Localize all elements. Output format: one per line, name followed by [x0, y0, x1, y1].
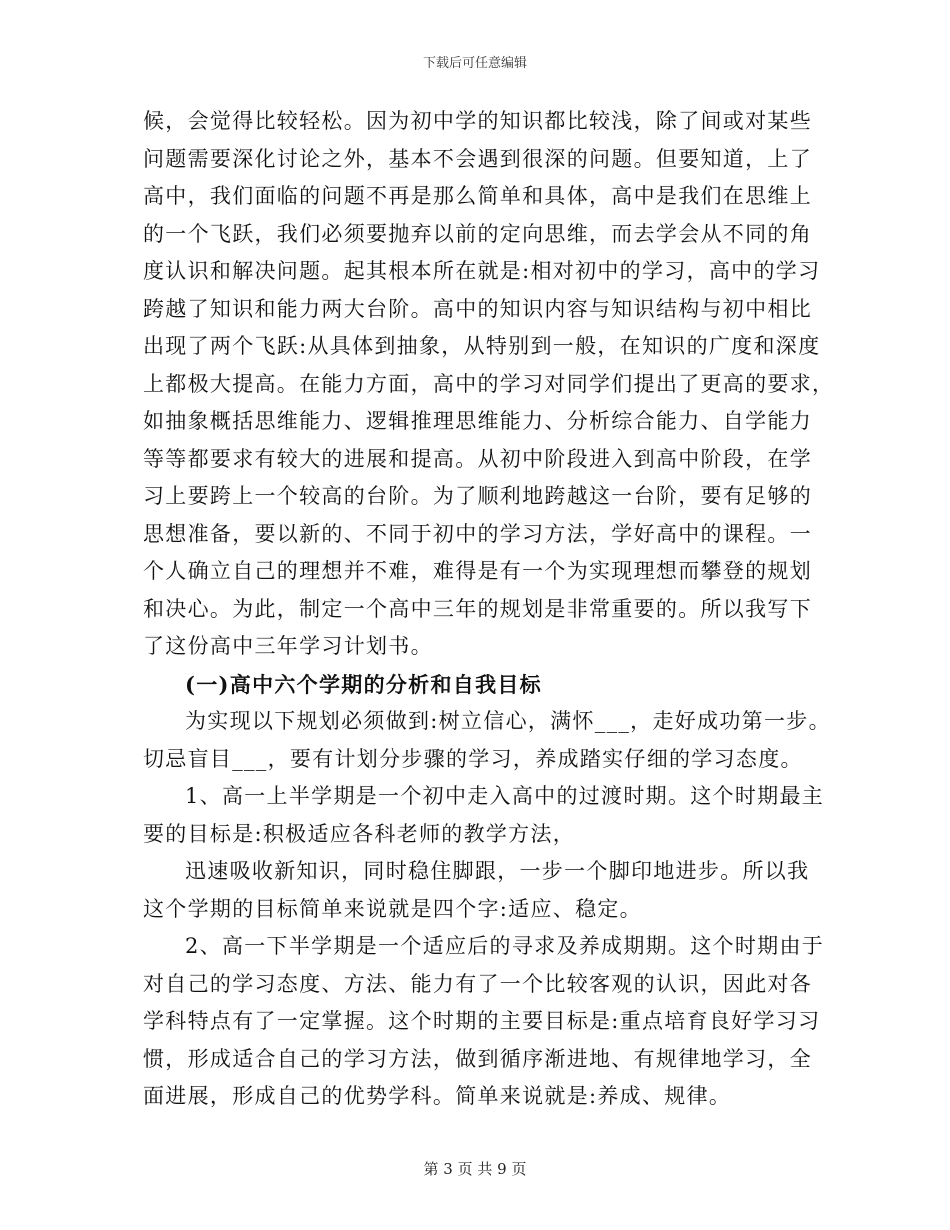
text-line: 和决心。为此，制定一个高中三年的规划是非常重要的。所以我写下	[143, 596, 812, 621]
text-line: 跨越了知识和能力两大台阶。高中的知识内容与知识结构与初中相比	[143, 296, 812, 321]
text-line: 的一个飞跃，我们必须要抛弃以前的定向思维，而去学会从不同的角	[143, 221, 812, 246]
text-line: 这个学期的目标简单来说就是四个字:适应、稳定。	[143, 896, 642, 921]
text-line: 如抽象概括思维能力、逻辑推理思维能力、分析综合能力、自学能力	[143, 409, 812, 433]
text-line: 学科特点有了一定掌握。这个时期的主要目标是:重点培育良好学习习	[143, 1009, 821, 1033]
text-line: 迅速吸收新知识，同时稳住脚跟，一步一个脚印地进步。所以我	[185, 859, 810, 883]
text-line: 出现了两个飞跃:从具体到抽象，从特别到一般，在知识的广度和深度	[143, 334, 821, 358]
text-line: 对自己的学习态度、方法、能力有了一个比较客观的认识，因此对各	[143, 971, 812, 996]
text-line: 思想准备，要以新的、不同于初中的学习方法，学好高中的课程。一	[143, 521, 812, 546]
page-footer: 第 3 页 共 9 页	[423, 1160, 527, 1178]
text-line: 候，会觉得比较轻松。因为初中学的知识都比较浅，除了间或对某些	[143, 109, 812, 133]
document-body	[143, 103, 835, 1116]
text-line: 个人确立自己的理想并不难，难得是有一个为实现理想而攀登的规划	[143, 559, 812, 583]
text-line: 切忌盲目___，要有计划分步骤的学习，养成踏实仔细的学习态度。	[143, 746, 803, 771]
page-header: 下载后可任意编辑	[422, 56, 527, 71]
text-line: 要的目标是:积极适应各科老师的教学方法，	[143, 821, 576, 846]
text-line: 度认识和解决问题。起其根本所在就是:相对初中的学习，高中的学习	[143, 259, 821, 283]
text-line: 习上要跨上一个较高的台阶。为了顺利地跨越这一台阶，要有足够的	[143, 484, 812, 508]
text-line: 面进展，形成自己的优势学科。简单来说就是:养成、规律。	[143, 1084, 732, 1108]
text-line: 上都极大提高。在能力方面，高中的学习对同学们提出了更高的要求，	[143, 371, 835, 396]
text-line: 1、高一上半学期是一个初中走入高中的过渡时期。这个时期最主	[185, 784, 825, 808]
text-line: 高中，我们面临的问题不再是那么简单和具体，高中是我们在思维上	[143, 184, 812, 208]
text-line: 等等都要求有较大的进展和提高。从初中阶段进入到高中阶段，在学	[143, 446, 812, 471]
text-line: 为实现以下规划必须做到:树立信心，满怀___，走好成功第一步。	[185, 709, 831, 733]
text-line: 惯，形成适合自己的学习方法，做到循序渐进地、有规律地学习，全	[143, 1046, 812, 1071]
text-line: 了这份高中三年学习计划书。	[143, 634, 433, 658]
section-heading: (一)高中六个学期的分析和自我目标	[185, 671, 542, 697]
text-line: 问题需要深化讨论之外，基本不会遇到很深的问题。但要知道，上了	[143, 146, 812, 171]
text-line: 2、高一下半学期是一个适应后的寻求及养成期期。这个时期由于	[185, 934, 825, 958]
